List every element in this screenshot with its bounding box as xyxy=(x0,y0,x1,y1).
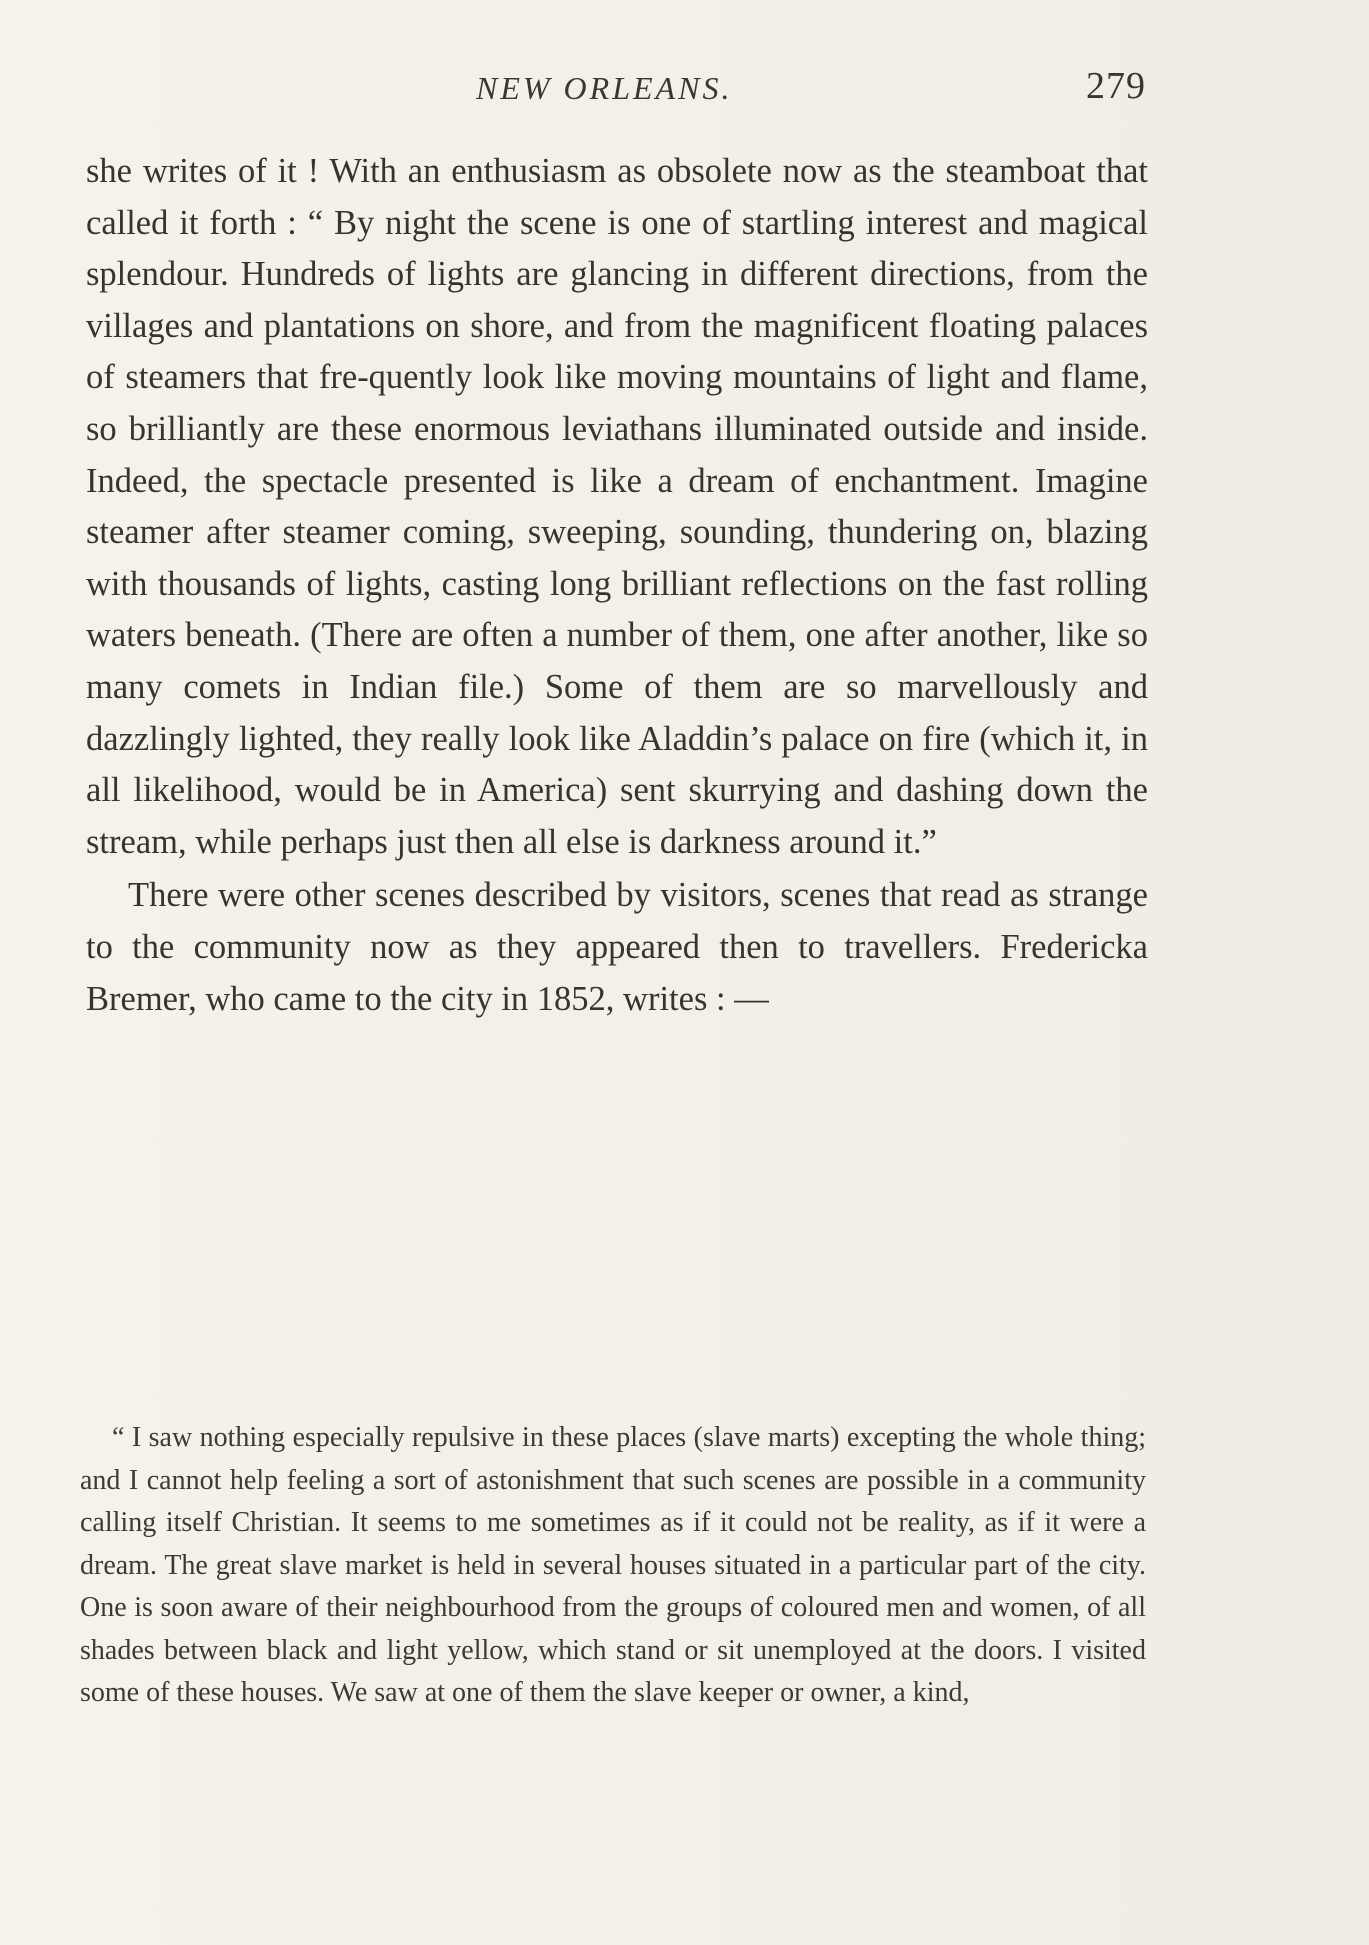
block-quote-bremer: “ I saw nothing especially repulsive in these places (slave marts) excepting the whole thing; and I cannot help feeling a sort of astonishment that such scenes are possible in a community calling itself Christian. It seems to me sometimes as if it could not be reality, as if it were a dream. The great slave market is held in several houses situated in a particular part of the city. One is soon aware of their neighbourhood from the groups of coloured men and women, of all shades between black and light yellow, which stand or sit unemployed at the doors. I visited some of these houses. We saw at one of them the slave keeper or owner, a kind, xyxy=(80,1422,1146,1708)
page-number: 279 xyxy=(1086,65,1146,107)
running-head: NEW ORLEANS. xyxy=(476,70,733,106)
paragraph-continued: she writes of it ! With an enthusiasm as obsolete now as the steamboat that called it forth : “ By night the scene is one of startling interest and magical splendour. Hundreds of lights are glancing in different directions, from the villages and plantations on shore, and from the magnificent floating palaces of steamers that fre-quently look like moving mountains of light and flame, so brilliantly are these enormous leviathans illuminated outside and inside. Indeed, the spectacle presented is like a dream of enchantment. Imagine steamer after steamer coming, sweeping, sounding, thundering on, blazing with thousands of lights, casting long brilliant reflections on the fast rolling waters beneath. (There are often a number of them, one after another, like so many comets in Indian file.) Some of them are so marvellously and dazzlingly lighted, they really look like Aladdin’s palace on fire (which it, in all likelihood, would be in America) sent skurrying and dashing down the stream, while perhaps just then all else is darkness around it.” xyxy=(86,152,1148,861)
page-header xyxy=(0,64,1369,120)
body-text xyxy=(86,146,1148,1025)
paragraph-other-scenes: There were other scenes described by visitors, scenes that read as strange to the community now as they appeared then to travellers. Fredericka Bremer, who came to the city in 1852, writes : — xyxy=(86,876,1148,1018)
